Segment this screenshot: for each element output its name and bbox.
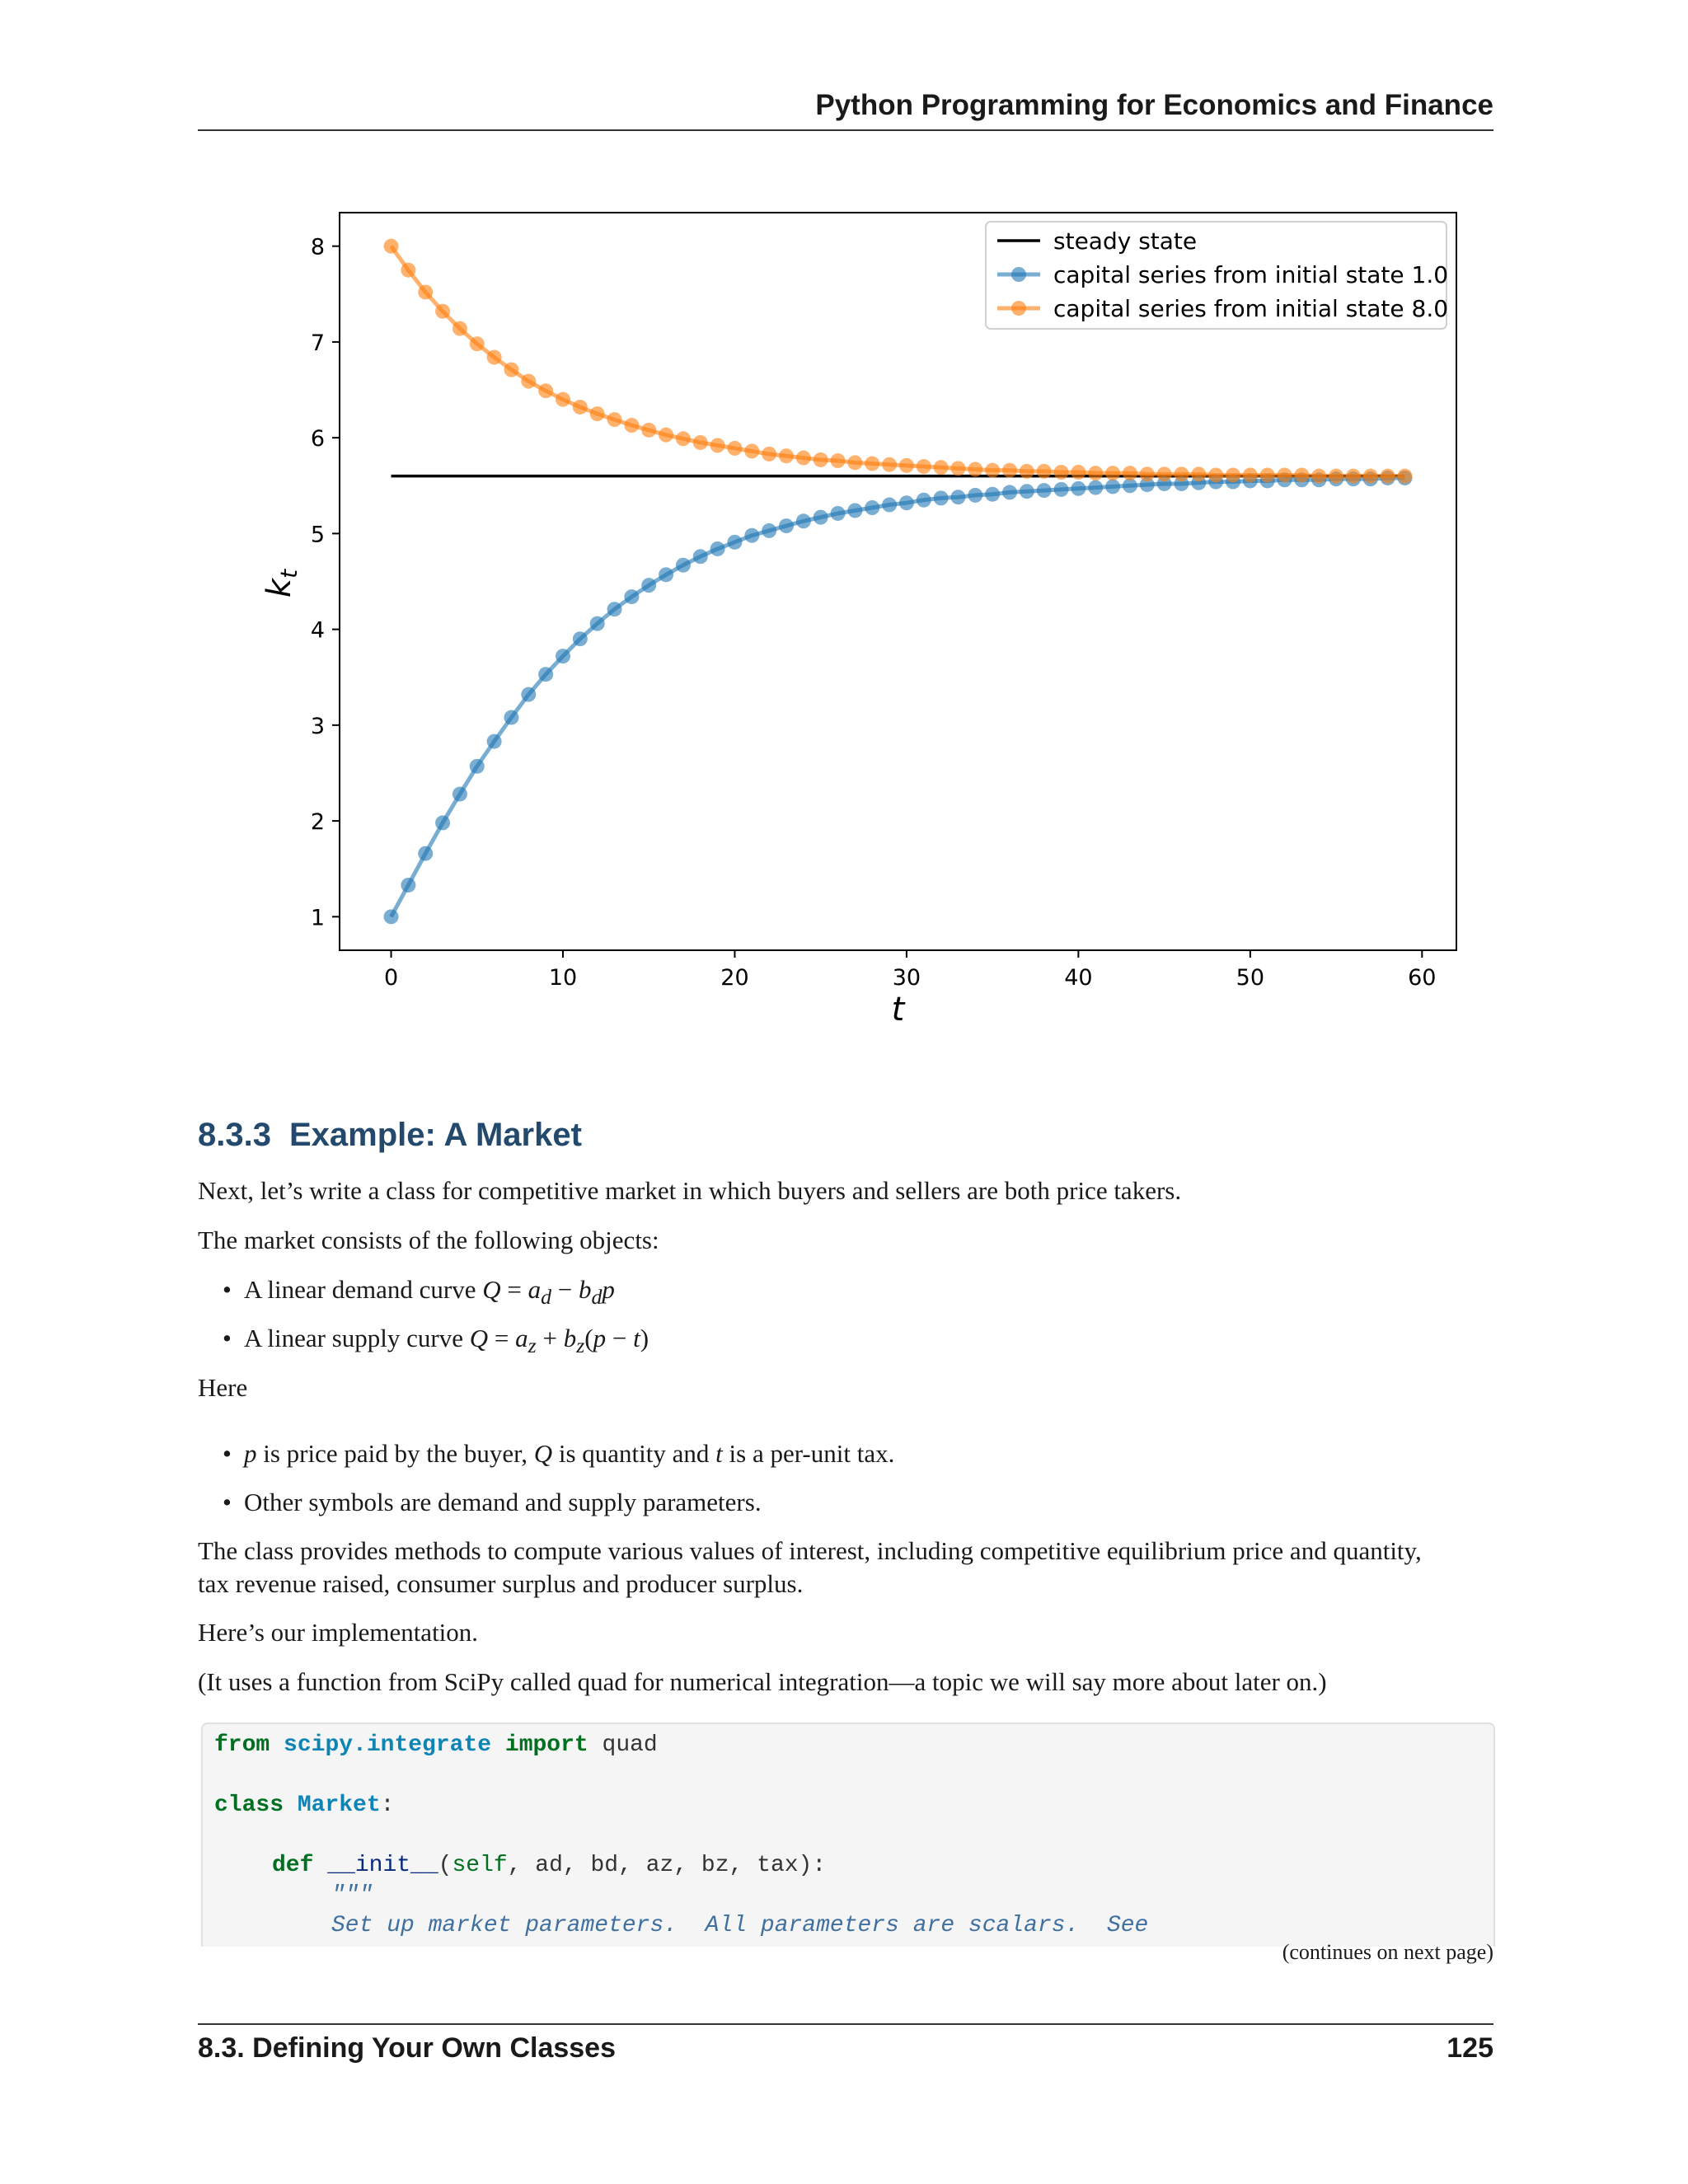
legend-marker	[1011, 301, 1026, 316]
legend-label: capital series from initial state 8.0	[1053, 295, 1449, 322]
y-tick-label: 5	[310, 522, 325, 548]
intro-paragraph: Next, let’s write a class for competitive market in which buyers and sellers are both price takers.	[198, 1176, 1182, 1205]
supply-bullet: • A linear supply curve $Q = a_z + b_z(p - t)$	[244, 1322, 649, 1362]
series-1-point	[607, 602, 622, 616]
y-tick-label: 2	[310, 809, 325, 836]
x-tick-label: 40	[1064, 965, 1093, 991]
series-2-point	[1191, 466, 1206, 481]
series-2-point	[1381, 469, 1395, 484]
y-axis-label	[260, 569, 302, 598]
series-1-point	[814, 510, 828, 525]
series-1-point	[847, 503, 862, 518]
legend-label: steady state	[1053, 227, 1198, 255]
series-2-point	[418, 284, 433, 299]
series-2-point	[796, 451, 811, 466]
series-2-point	[1123, 466, 1137, 480]
series-1-point	[504, 710, 518, 725]
series-2-point	[865, 457, 879, 471]
x-tick-label: 10	[548, 965, 578, 991]
price-bullet: • p is price paid by the buyer, Q is quantity and t is a per-unit tax.	[244, 1437, 894, 1470]
series-1-point	[556, 649, 570, 663]
series-1-point	[418, 846, 433, 861]
series-2-point	[1329, 469, 1343, 484]
series-2-point	[1208, 467, 1223, 482]
series-2-point	[1363, 469, 1378, 484]
series-1-point	[590, 616, 605, 631]
series-2-point	[1260, 467, 1275, 482]
svg-text:kt: $k_t$	[260, 569, 302, 598]
continues-note: (continues on next page)	[1282, 1940, 1493, 1964]
series-1-point	[968, 488, 982, 503]
series-1-point	[521, 687, 536, 702]
series-2-point	[487, 350, 502, 365]
series-1-point	[727, 535, 742, 550]
series-1-point	[538, 667, 553, 682]
series-1-point	[779, 518, 794, 533]
series-2-point	[624, 418, 639, 433]
page-number: 125	[1447, 2032, 1493, 2064]
series-1-point	[762, 523, 776, 538]
y-tick-label: 4	[310, 617, 325, 644]
series-1-point	[573, 631, 588, 646]
footer-section: 8.3. Defining Your Own Classes	[198, 2032, 616, 2064]
series-2-point	[1020, 464, 1034, 479]
series-2-point	[452, 321, 467, 336]
x-tick-label: 60	[1408, 965, 1437, 991]
series-2-point	[504, 363, 518, 377]
series-1-point	[1020, 484, 1034, 499]
series-1-point	[917, 493, 931, 508]
series-2-point	[1294, 467, 1309, 482]
x-tick-label: 0	[383, 965, 399, 991]
y-tick-label: 3	[310, 713, 325, 739]
series-2-point	[1157, 466, 1172, 481]
series-1-point	[624, 589, 639, 604]
series-2-point	[573, 400, 588, 415]
series-2-point	[590, 406, 605, 421]
y-tick-label: 8	[310, 234, 325, 260]
series-2-point	[917, 459, 931, 474]
series-1-point	[1105, 479, 1120, 494]
series-2-point	[556, 392, 570, 407]
series-1-point	[1037, 483, 1052, 498]
series-2-point	[710, 438, 725, 452]
series-2-point	[693, 435, 708, 450]
series-line-1	[392, 478, 1405, 916]
series-2-point	[744, 443, 759, 458]
series-2-point	[521, 374, 536, 389]
series-2-point	[814, 452, 828, 467]
footer-rule	[198, 2023, 1493, 2025]
x-tick-label: 20	[720, 965, 749, 991]
code-block[interactable]	[201, 1722, 1495, 1947]
series-1-point	[435, 815, 450, 830]
series-2-point	[1088, 466, 1103, 480]
series-2-point	[1071, 465, 1085, 480]
series-2-point	[1397, 469, 1412, 484]
series-2-point	[470, 336, 485, 351]
series-2-point	[384, 239, 399, 254]
series-2-point	[1140, 466, 1155, 481]
legend-label: capital series from initial state 1.0	[1053, 261, 1449, 288]
series-2-point	[934, 460, 949, 475]
series-2-point	[1037, 464, 1052, 479]
series-2-point	[1105, 466, 1120, 480]
objects-intro: The market consists of the following objects:	[198, 1226, 659, 1254]
series-2-point	[1174, 466, 1189, 481]
series-1-point	[1088, 480, 1103, 495]
x-tick-label: 50	[1236, 965, 1265, 991]
series-1-point	[796, 513, 811, 528]
series-1-point	[882, 498, 897, 513]
series-1-point	[487, 734, 502, 749]
series-1-point	[934, 490, 949, 505]
x-tick-label: 30	[892, 965, 921, 991]
series-2-point	[1054, 465, 1069, 480]
series-1-point	[831, 506, 846, 521]
series-1-point	[452, 787, 467, 802]
series-1-point	[693, 549, 708, 564]
series-1-point	[1071, 481, 1085, 496]
y-tick-label: 7	[310, 330, 325, 356]
series-1-point	[676, 558, 691, 573]
methods-line-1: The class provides methods to compute various values of interest, including competitive equilibrium price and quantity,	[198, 1536, 1422, 1565]
series-1-point	[710, 541, 725, 556]
capital-dynamics-chart	[0, 0, 1688, 1088]
series-2-point	[762, 447, 776, 462]
series-1-point	[401, 878, 415, 893]
series-2-point	[641, 423, 656, 438]
series-1-point	[950, 490, 965, 504]
series-1-point	[744, 528, 759, 543]
series-2-point	[779, 448, 794, 463]
series-2-point	[1346, 469, 1361, 484]
series-1-point	[1054, 482, 1069, 497]
series-2-point	[1278, 467, 1292, 482]
series-1-point	[641, 578, 656, 593]
running-header: Python Programming for Economics and Finance	[815, 89, 1493, 121]
series-2-point	[607, 412, 622, 427]
x-axis-label: t	[891, 991, 905, 1029]
here-label: Here	[198, 1373, 248, 1402]
demand-bullet: • A linear demand curve $Q = a_d - b_dp$	[244, 1273, 615, 1314]
quad-note: (It uses a function from SciPy called quad for numerical integration—a topic we will say more about later on.)	[198, 1667, 1327, 1696]
series-1-point	[985, 487, 1000, 502]
y-tick-label: 1	[310, 905, 325, 931]
series-1-point	[1002, 485, 1017, 499]
series-2-point	[538, 383, 553, 398]
legend-marker	[1011, 267, 1026, 282]
series-2-point	[1311, 469, 1326, 484]
series-2-point	[659, 428, 673, 443]
implementation-line: Here’s our implementation.	[198, 1618, 479, 1647]
series-2-point	[1002, 463, 1017, 478]
code-line-def: def __init__(self, ad, bd, az, bz, tax):	[272, 1853, 827, 1878]
code-line-class: class Market:	[214, 1793, 395, 1818]
series-2-point	[899, 458, 914, 473]
series-2-point	[401, 263, 415, 278]
series-2-point	[968, 462, 982, 477]
series-2-point	[727, 441, 742, 456]
series-2-point	[831, 453, 846, 468]
series-1-point	[659, 567, 673, 582]
methods-line-2: tax revenue raised, consumer surplus and producer surplus.	[198, 1569, 804, 1598]
series-1-point	[899, 495, 914, 510]
series-2-point	[676, 431, 691, 446]
parameters-bullet: • Other symbols are demand and supply parameters.	[244, 1486, 762, 1519]
series-2-point	[985, 463, 1000, 478]
section-heading: 8.3.3 Example: A Market	[198, 1117, 582, 1153]
code-line-docstring-open: """	[331, 1882, 373, 1908]
series-2-point	[847, 455, 862, 470]
series-2-point	[1226, 467, 1240, 482]
y-tick-label: 6	[310, 426, 325, 452]
series-2-point	[882, 457, 897, 472]
code-line-docstring: Set up market parameters. All parameters are scalars. See	[331, 1913, 1149, 1938]
series-2-point	[1243, 467, 1258, 482]
code-line-import: from scipy.integrate import quad	[214, 1732, 658, 1758]
series-2-point	[435, 304, 450, 319]
series-1-point	[470, 759, 485, 774]
series-1-point	[865, 500, 879, 515]
series-1-point	[384, 909, 399, 924]
series-2-point	[950, 461, 965, 476]
